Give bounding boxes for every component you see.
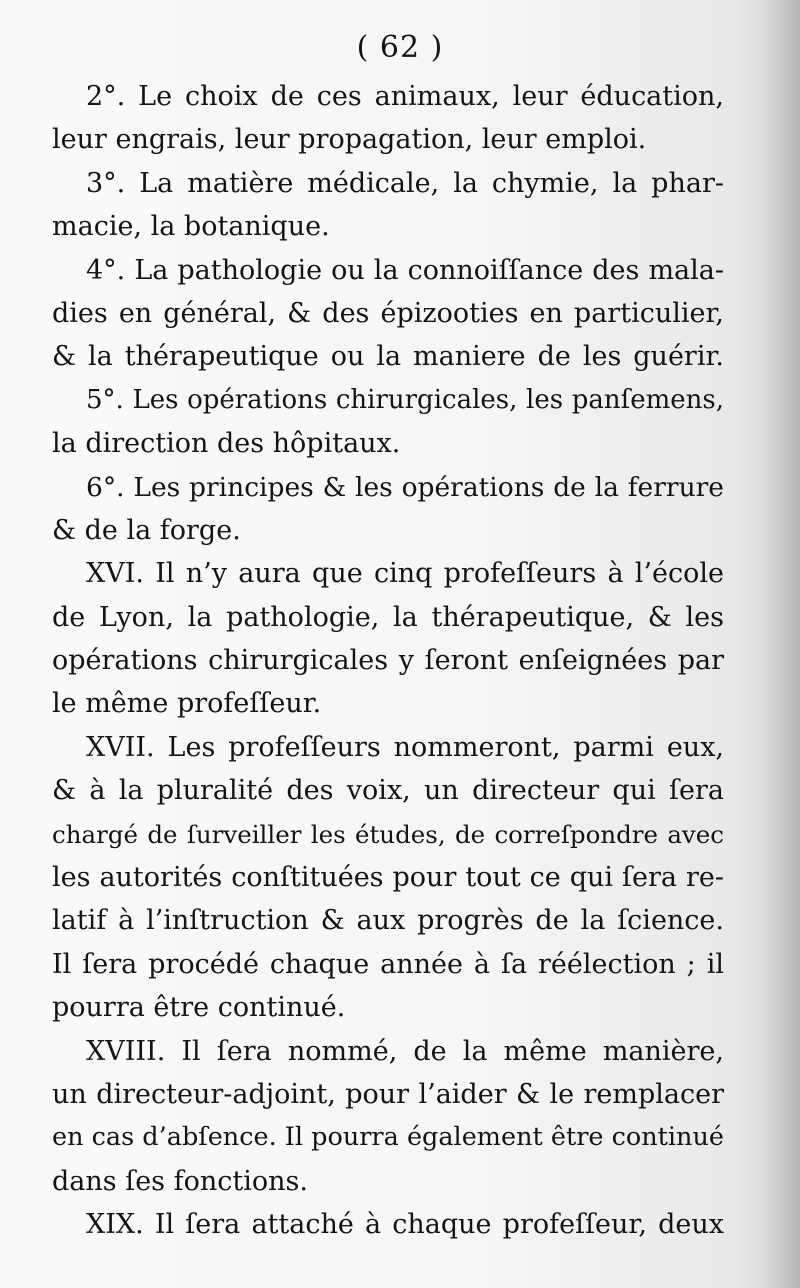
text-line: XVIII. Il ſera nommé, de la même manière, <box>86 1035 724 1067</box>
text-line: 5°. Les opérations chirurgicales, les panſemens, <box>86 384 724 415</box>
text-line: dies en général, & des épizooties en particulier, <box>52 297 724 329</box>
text-line: 2°. Le choix de ces animaux, leur éducation, <box>86 81 724 112</box>
text-line: les autorités conſtituées pour tout ce qui ſera re- <box>52 862 724 894</box>
text-line: pourra être continué. <box>52 992 346 1024</box>
text-line: dans ſes fonctions. <box>52 1165 308 1197</box>
text-line: opérations chirurgicales y ſeront enſeignées par <box>52 645 724 677</box>
text-line: & la thérapeutique ou la maniere de les guérir. <box>52 341 724 373</box>
text-line: le même profeſſeur. <box>52 688 322 720</box>
text-line: Il ſera procédé chaque année à ſa réélection ; il <box>52 948 724 980</box>
body-text <box>52 75 724 1247</box>
text-line: la direction des hôpitaux. <box>52 428 401 460</box>
text-line: XIX. Il ſera attaché à chaque profeſſeur, deux <box>86 1209 724 1241</box>
text-line: 6°. Les principes & les opérations de la ferrure <box>86 471 724 503</box>
text-line: 3°. La matière médicale, la chymie, la phar- <box>86 167 724 199</box>
page-number: ( 62 ) <box>356 30 444 65</box>
text-line: latif à l’inſtruction & aux progrès de la ſcience. <box>52 905 724 937</box>
text-line: 4°. La pathologie ou la connoiſſance des mala- <box>86 254 724 286</box>
text-line: XVII. Les profeſſeurs nommeront, parmi eux, <box>86 731 724 763</box>
text-line: leur engrais, leur propagation, leur emploi. <box>52 124 647 156</box>
text-line: en cas d’abſence. Il pourra également être continué <box>52 1122 724 1153</box>
text-line: un directeur-adjoint, pour l’aider & le remplacer <box>52 1078 724 1110</box>
text-line: XVI. Il n’y aura que cinq profeſſeurs à l’école <box>86 558 724 590</box>
text-line: macie, la botanique. <box>52 211 330 243</box>
text-line: chargé de ſurveiller les études, de correſpondre avec <box>52 819 724 849</box>
text-line: de Lyon, la pathologie, la thérapeutique, & les <box>52 601 724 633</box>
text-line: & à la pluralité des voix, un directeur qui ſera <box>52 775 724 807</box>
text-line: & de la forge. <box>52 514 241 546</box>
